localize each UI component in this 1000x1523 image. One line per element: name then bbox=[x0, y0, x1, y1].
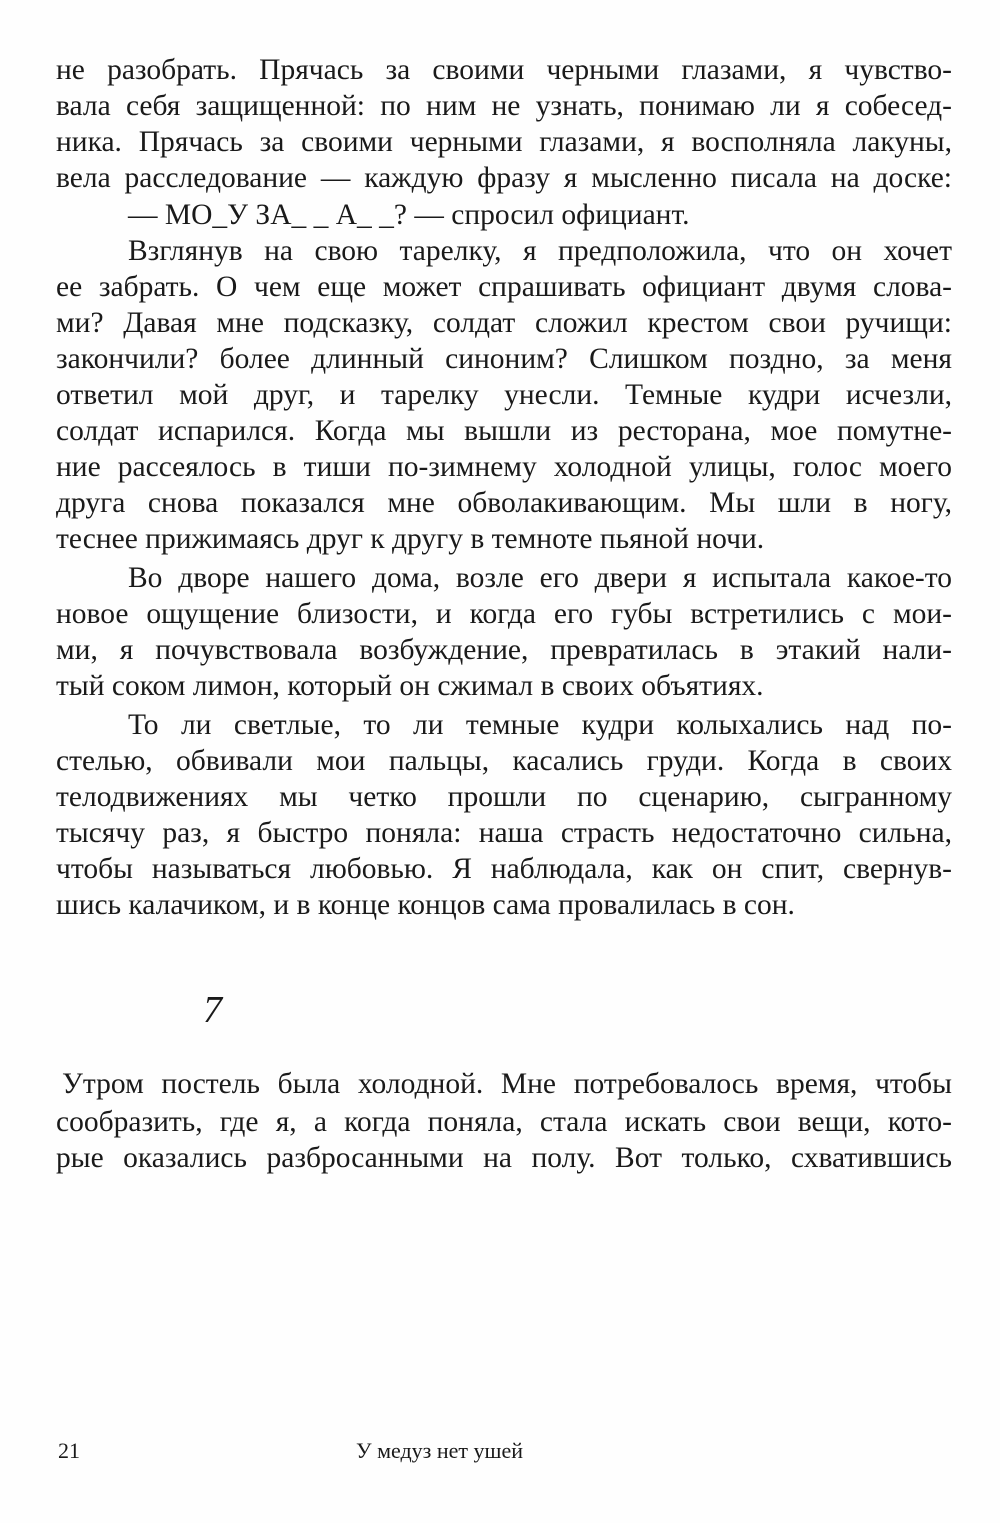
text-line: не разобрать. Прячась за своими черными глазами, я чувство- bbox=[56, 54, 952, 86]
text-line: солдат испарился. Когда мы вышли из ресторана, мое помутне- bbox=[56, 415, 952, 447]
text-line: чтобы называться любовью. Я наблюдала, как он спит, свернув- bbox=[56, 853, 952, 885]
text-line: Взглянув на свою тарелку, я предположила, что он хочет bbox=[128, 235, 952, 267]
text-line: тый соком лимон, который он сжимал в своих объятиях. bbox=[56, 670, 764, 702]
dialogue-line: — МО_У ЗА_ _ А_ _? — спросил официант. bbox=[128, 199, 690, 231]
text-line: шись калачиком, и в конце концов сама провалилась в сон. bbox=[56, 889, 795, 921]
text-line: рые оказались разбросанными на полу. Вот только, схватившись bbox=[56, 1142, 952, 1174]
chapter-number: 7 bbox=[203, 989, 222, 1031]
text-line: телодвижениях мы четко прошли по сценарию, сыгранному bbox=[56, 781, 952, 813]
text-line: теснее прижимаясь друг к другу в темноте пьяной ночи. bbox=[56, 523, 765, 555]
text-line: ее забрать. О чем еще может спрашивать официант двумя слова- bbox=[56, 271, 952, 303]
text-line: вела расследование — каждую фразу я мысленно писала на доске: bbox=[56, 162, 952, 194]
text-line: Утром постель была холодной. Мне потребовалось время, чтобы bbox=[62, 1068, 952, 1100]
text-line: вала себя защищенной: по ним не узнать, понимаю ли я собесед- bbox=[56, 90, 952, 122]
text-line: тысячу раз, я быстро поняла: наша страсть недостаточно сильна, bbox=[56, 817, 952, 849]
text-line: То ли светлые, то ли темные кудри колыхались над по- bbox=[128, 709, 952, 741]
text-line: ми? Давая мне подсказку, солдат сложил крестом свои ручищи: bbox=[56, 307, 952, 339]
text-line: сообразить, где я, а когда поняла, стала искать свои вещи, кото- bbox=[56, 1106, 952, 1138]
text-line: закончили? более длинный синоним? Слишком поздно, за меня bbox=[56, 343, 952, 375]
text-line: новое ощущение близости, и когда его губы встретились с мои- bbox=[56, 598, 952, 630]
text-line: Во дворе нашего дома, возле его двери я испытала какое-то bbox=[128, 562, 952, 594]
text-line: друга снова показался мне обволакивающим. Мы шли в ногу, bbox=[56, 487, 952, 519]
text-line: ние рассеялось в тиши по-зимнему холодной улицы, голос моего bbox=[56, 451, 952, 483]
running-footer-title: У медуз нет ушей bbox=[356, 1438, 523, 1463]
page-number: 21 bbox=[58, 1438, 80, 1463]
text-line: стелью, обвивали мои пальцы, касались груди. Когда в своих bbox=[56, 745, 952, 777]
text-line: ответил мой друг, и тарелку унесли. Темные кудри исчезли, bbox=[56, 379, 952, 411]
text-line: ми, я почувствовала возбуждение, превратилась в этакий нали- bbox=[56, 634, 952, 666]
text-line: ника. Прячась за своими черными глазами, я восполняла лакуны, bbox=[56, 126, 952, 158]
